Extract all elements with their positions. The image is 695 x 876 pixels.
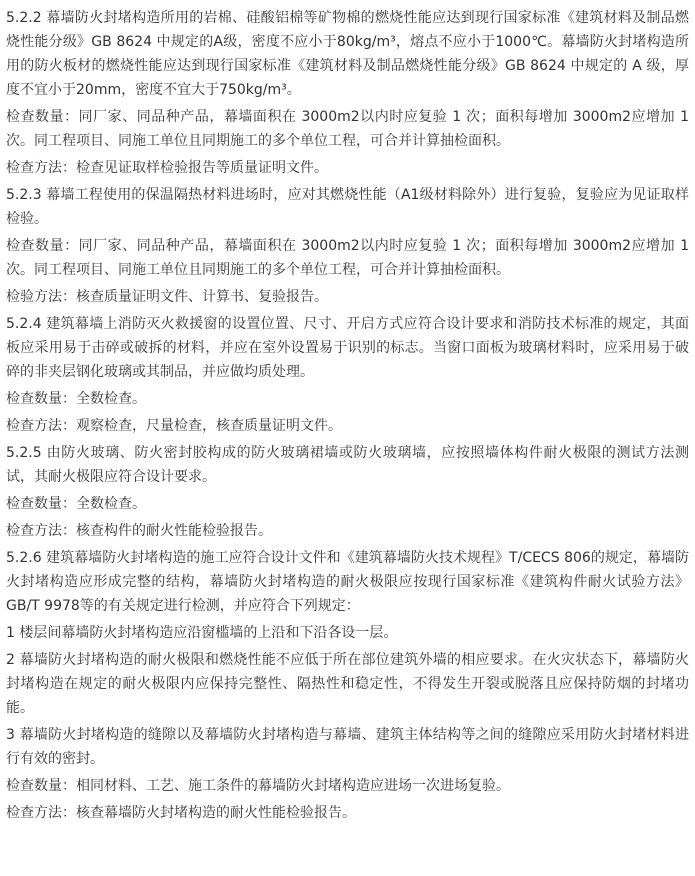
inspection-method: 检验方法：核查质量证明文件、计算书、复验报告。 (6, 289, 328, 305)
inspection-quantity: 检查数量：全数检查。 (6, 391, 146, 407)
inspection-method: 检查方法：检查见证取样检验报告等质量证明文件。 (6, 160, 328, 176)
clause-5-2-4: 5.2.4 建筑幕墙上消防灭火救援窗的设置位置、尺寸、开启方式应符合设计要求和消防技术标准的规定，其面板应采用易于击碎或破拆的材料，并应在室外设置易于识别的标志。当窗口面板为玻璃材料时，应采用易于破碎的非夹层钢化玻璃或其制品，并应做均质处理。 (6, 316, 689, 380)
clause-5-2-3: 5.2.3 幕墙工程使用的保温隔热材料进场时，应对其燃烧性能（A1级材料除外）进行复验，复验应为见证取样检验。 (6, 187, 689, 227)
clause-5-2-2: 5.2.2 幕墙防火封堵构造所用的岩棉、硅酸铝棉等矿物棉的燃烧性能应达到现行国家标准《建筑材料及制品燃烧性能分级》GB 8624 中规定的A级，密度不应小于80kg/m³，熔点不应小于1000℃。幕墙防火封堵构造所用的防火板材的燃烧性能应达到现行国家标准《建筑材料及制品燃烧性能分级》GB 8624 中规定的 A 级，厚度不宜小于20mm，密度不宜大于750kg/m³。 (6, 10, 689, 98)
list-item-2: 2 幕墙防火封堵构造的耐火极限和燃烧性能不应低于所在部位建筑外墙的相应要求。在火灾状态下，幕墙防火封堵构造在规定的耐火极限内应保持完整性、隔热性和稳定性，不得发生开裂或脱落且应保持防烟的封堵功能。 (6, 652, 689, 716)
list-item-1: 1 楼层间幕墙防火封堵构造应沿窗槛墙的上沿和下沿各设一层。 (6, 625, 398, 641)
clause-5-2-5: 5.2.5 由防火玻璃、防火密封胶构成的防火玻璃裙墙或防火玻璃墙，应按照墙体构件耐火极限的测试方法测试，其耐火极限应符合设计要求。 (6, 445, 689, 485)
inspection-quantity: 检查数量：同厂家、同品种产品，幕墙面积在 3000m2以内时应复验 1 次；面积每增加 3000m2应增加 1 次。同工程项目、同施工单位且同期施工的多个单位工程，可合并计算抽检面积。 (6, 109, 689, 149)
inspection-method: 检查方法：核查构件的耐火性能检验报告。 (6, 523, 272, 539)
inspection-quantity: 检查数量：同厂家、同品种产品，幕墙面积在 3000m2以内时应复验 1 次；面积每增加 3000m2应增加 1 次。同工程项目、同施工单位且同期施工的多个单位工程，可合并计算抽检面积。 (6, 238, 689, 278)
clause-5-2-6: 5.2.6 建筑幕墙防火封堵构造的施工应符合设计文件和《建筑幕墙防火技术规程》T/CECS 806的规定，幕墙防火封堵构造应形成完整的结构，幕墙防火封堵构造的耐火极限应按现行国家标准《建筑构件耐火试验方法》GB/T 9978等的有关规定进行检测，并应符合下列规定： (6, 550, 689, 614)
inspection-method: 检查方法：观察检查，尺量检查，核查质量证明文件。 (6, 418, 342, 434)
inspection-method: 检查方法：核查幕墙防火封堵构造的耐火性能检验报告。 (6, 805, 356, 821)
inspection-quantity: 检查数量：全数检查。 (6, 496, 146, 512)
inspection-quantity: 检查数量：相同材料、工艺、施工条件的幕墙防火封堵构造应进场一次进场复验。 (6, 778, 510, 794)
list-item-3: 3 幕墙防火封堵构造的缝隙以及幕墙防火封堵构造与幕墙、建筑主体结构等之间的缝隙应采用防火封堵材料进行有效的密封。 (6, 727, 689, 767)
